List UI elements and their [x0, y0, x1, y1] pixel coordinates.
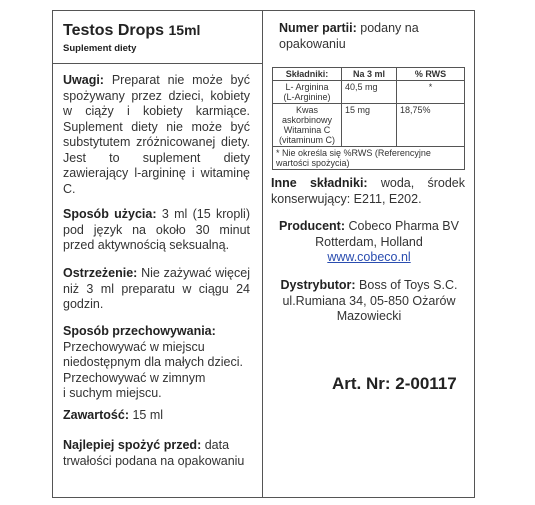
contents-label: Zawartość:	[63, 408, 129, 422]
article-number: Art. Nr: 2-00117	[332, 374, 457, 393]
table-row	[273, 104, 465, 147]
other-ingredients-label: Inne składniki:	[271, 176, 368, 190]
product-header	[63, 23, 250, 56]
contents-section	[63, 408, 250, 424]
ingredient-name: Kwas askorbinowy Witamina C (vitaminum C)	[273, 104, 342, 147]
storage-label: Sposób przechowywania:	[63, 324, 216, 338]
ingredient-amount: 40,5 mg	[342, 81, 397, 104]
product-volume: 15ml	[168, 22, 201, 38]
product-title	[63, 23, 250, 39]
ingredients-table	[272, 67, 465, 170]
product-subtitle: Suplement diety	[63, 42, 137, 54]
storage-section	[63, 324, 250, 402]
best-before-section	[63, 438, 250, 469]
storage-line: niedostępnym dla małych dzieci.	[63, 355, 243, 369]
distributor-label: Dystrybutor:	[280, 278, 356, 292]
warnings-label: Uwagi:	[63, 73, 104, 87]
batch-text: podany na opakowaniu	[279, 21, 419, 51]
table-footnote-row	[273, 147, 465, 170]
label-frame	[52, 10, 475, 498]
distributor-name: Boss of Toys S.C.	[359, 278, 458, 292]
best-before-text: data trwałości podana na opakowaniu	[63, 438, 245, 468]
table-row	[273, 81, 465, 104]
distributor-address: ul.Rumiana 34, 05-850 Ożarów	[282, 293, 456, 308]
batch-section	[279, 21, 459, 52]
table-header-row	[273, 68, 465, 81]
column-header: Na 3 ml	[342, 68, 397, 81]
producer-website-link[interactable]: www.cobeco.nl	[327, 250, 411, 264]
batch-label: Numer partii:	[279, 21, 357, 35]
storage-line: i suchym miejscu.	[63, 386, 162, 400]
ingredient-name: L- Arginina (L-Arginine)	[273, 81, 342, 104]
usage-section	[63, 207, 250, 254]
table-footnote: * Nie określa się %RWS (Referencyjne wartości spożycia)	[273, 147, 465, 170]
producer-section	[263, 219, 475, 266]
ingredient-rws: *	[397, 81, 465, 104]
warnings-text: Preparat nie może być spożywany przez dzieci, kobiety w ciąży i kobiety karmiące. Suplement diety nie może być substytutem zróżnicowanej diety. Jest to suplement diety zawierający l-argininę i witaminę C.	[63, 73, 250, 196]
title-divider	[52, 63, 262, 64]
distributor-region: Mazowiecki	[336, 309, 402, 323]
caution-text: Nie zażywać więcej niż 3 ml preparatu w ciągu 24 godzin.	[63, 266, 250, 311]
ingredient-amount: 15 mg	[342, 104, 397, 147]
column-header: Składniki:	[273, 68, 342, 81]
warnings-section	[63, 73, 250, 197]
column-header: % RWS	[397, 68, 465, 81]
producer-name: Cobeco Pharma BV	[348, 219, 459, 233]
storage-line: Przechowywać w zimnym	[63, 370, 206, 385]
producer-label: Producent:	[279, 219, 345, 233]
best-before-label: Najlepiej spożyć przed:	[63, 438, 202, 452]
other-ingredients-section	[271, 176, 465, 207]
caution-section	[63, 266, 250, 313]
usage-text: 3 ml (15 kropli) pod język na około 30 minut przed aktywnością seksualną.	[63, 207, 250, 252]
distributor-section	[263, 278, 475, 325]
producer-city: Rotterdam, Holland	[315, 234, 423, 249]
contents-text: 15 ml	[132, 408, 164, 422]
caution-label: Ostrzeżenie:	[63, 266, 138, 280]
ingredient-rws: 18,75%	[397, 104, 465, 147]
other-ingredients-text: woda, środek konserwujący: E211, E202.	[271, 176, 465, 206]
product-name: Testos Drops	[63, 22, 165, 39]
storage-line: Przechowywać w miejscu	[63, 339, 205, 354]
usage-label: Sposób użycia:	[63, 207, 157, 221]
